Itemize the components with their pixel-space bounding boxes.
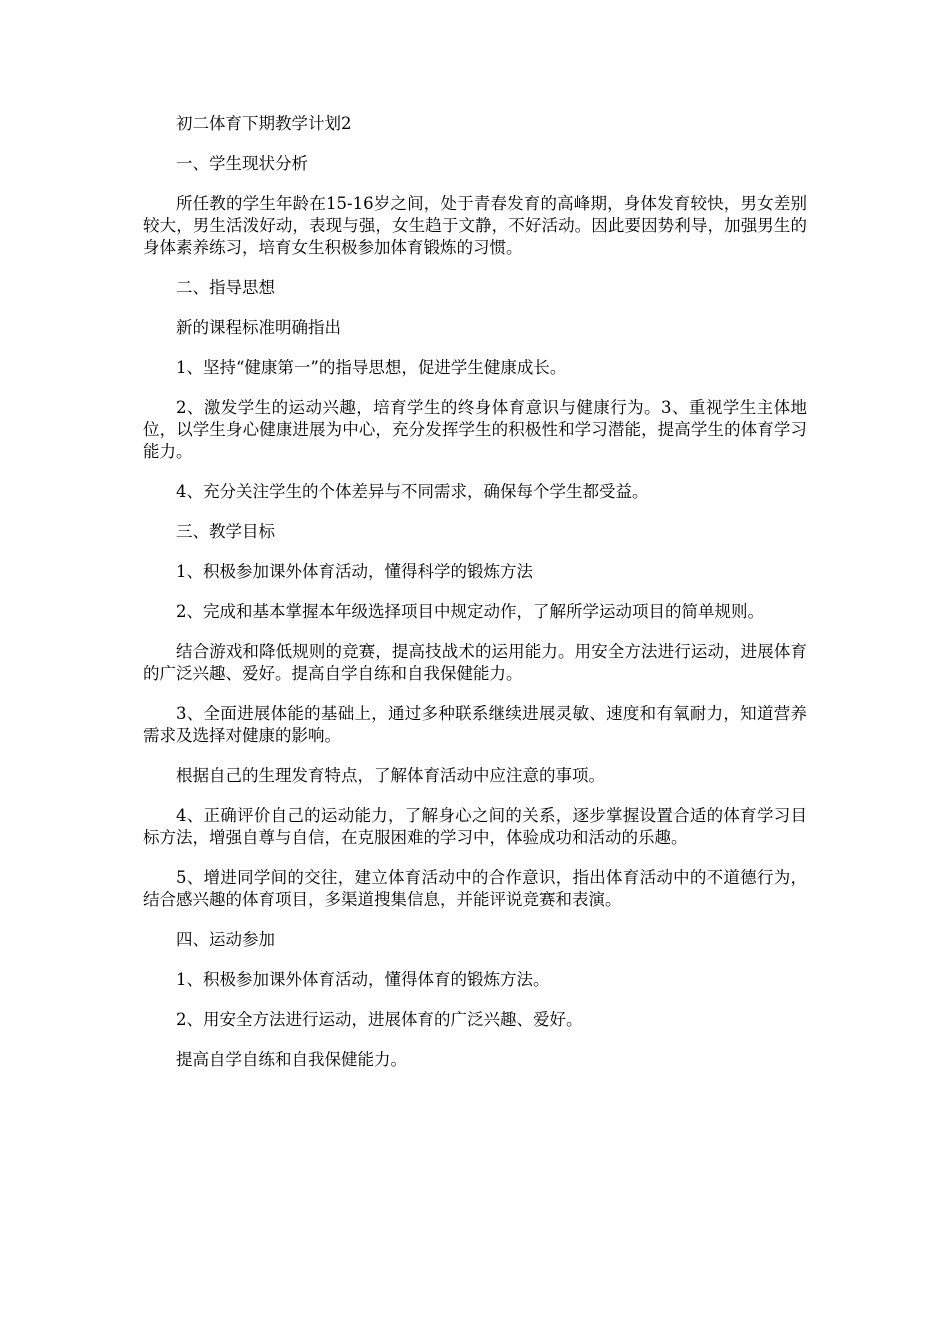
document-body — [143, 113, 807, 1089]
list-item: 3、全面进展体能的基础上，通过多种联系继续进展灵敏、速度和有氧耐力，知道营养需求及选择对健康的影响。 — [143, 704, 807, 745]
list-item: 1、积极参加课外体育活动，懂得体育的锻炼方法。 — [176, 970, 550, 989]
list-item: 4、充分关注学生的个体差异与不同需求，确保每个学生都受益。 — [176, 482, 649, 501]
section-heading-sports-participation: 四、运动参加 — [176, 930, 275, 949]
section-heading-teaching-goals: 三、教学目标 — [176, 522, 275, 541]
list-item: 1、坚持“健康第一”的指导思想，促进学生健康成长。 — [176, 358, 567, 377]
list-item: 2、用安全方法进行运动，进展体育的广泛兴趣、爱好。 — [176, 1010, 583, 1029]
list-item: 1、积极参加课外体育活动，懂得科学的锻炼方法 — [176, 562, 533, 581]
paragraph: 新的课程标准明确指出 — [176, 318, 341, 337]
list-item: 4、正确评价自己的运动能力，了解身心之间的关系，逐步掌握设置合适的体育学习目标方法，增强自尊与自信，在克服困难的学习中，体验成功和活动的乐趣。 — [143, 806, 807, 847]
paragraph: 根据自己的生理发育特点，了解体育活动中应注意的事项。 — [176, 766, 605, 785]
list-item: 2、激发学生的运动兴趣，培育学生的终身体育意识与健康行为。3、重视学生主体地位，以学生身心健康进展为中心，充分发挥学生的积极性和学习潜能，提高学生的体育学习能力。 — [143, 398, 807, 461]
section-heading-guiding-ideology: 二、指导思想 — [176, 278, 275, 297]
document-title: 初二体育下期教学计划2 — [176, 114, 352, 133]
paragraph-student-analysis: 所任教的学生年龄在15-16岁之间，处于青春发育的高峰期，身体发育较快，男女差别较大，男生活泼好动，表现与强，女生趋于文静，不好活动。因此要因势利导，加强男生的身体素养练习，培育女生积极参加体育锻炼的习惯。 — [143, 194, 807, 257]
section-heading-student-analysis: 一、学生现状分析 — [176, 154, 308, 173]
paragraph: 提高自学自练和自我保健能力。 — [176, 1050, 407, 1069]
paragraph: 结合游戏和降低规则的竞赛，提高技战术的运用能力。用安全方法进行运动，进展体育的广泛兴趣、爱好。提高自学自练和自我保健能力。 — [143, 642, 807, 683]
list-item: 2、完成和基本掌握本年级选择项目中规定动作，了解所学运动项目的简单规则。 — [176, 602, 764, 621]
list-item: 5、增进同学间的交往，建立体育活动中的合作意识，指出体育活动中的不道德行为，结合感兴趣的体育项目，多渠道搜集信息，并能评说竞赛和表演。 — [143, 868, 807, 909]
